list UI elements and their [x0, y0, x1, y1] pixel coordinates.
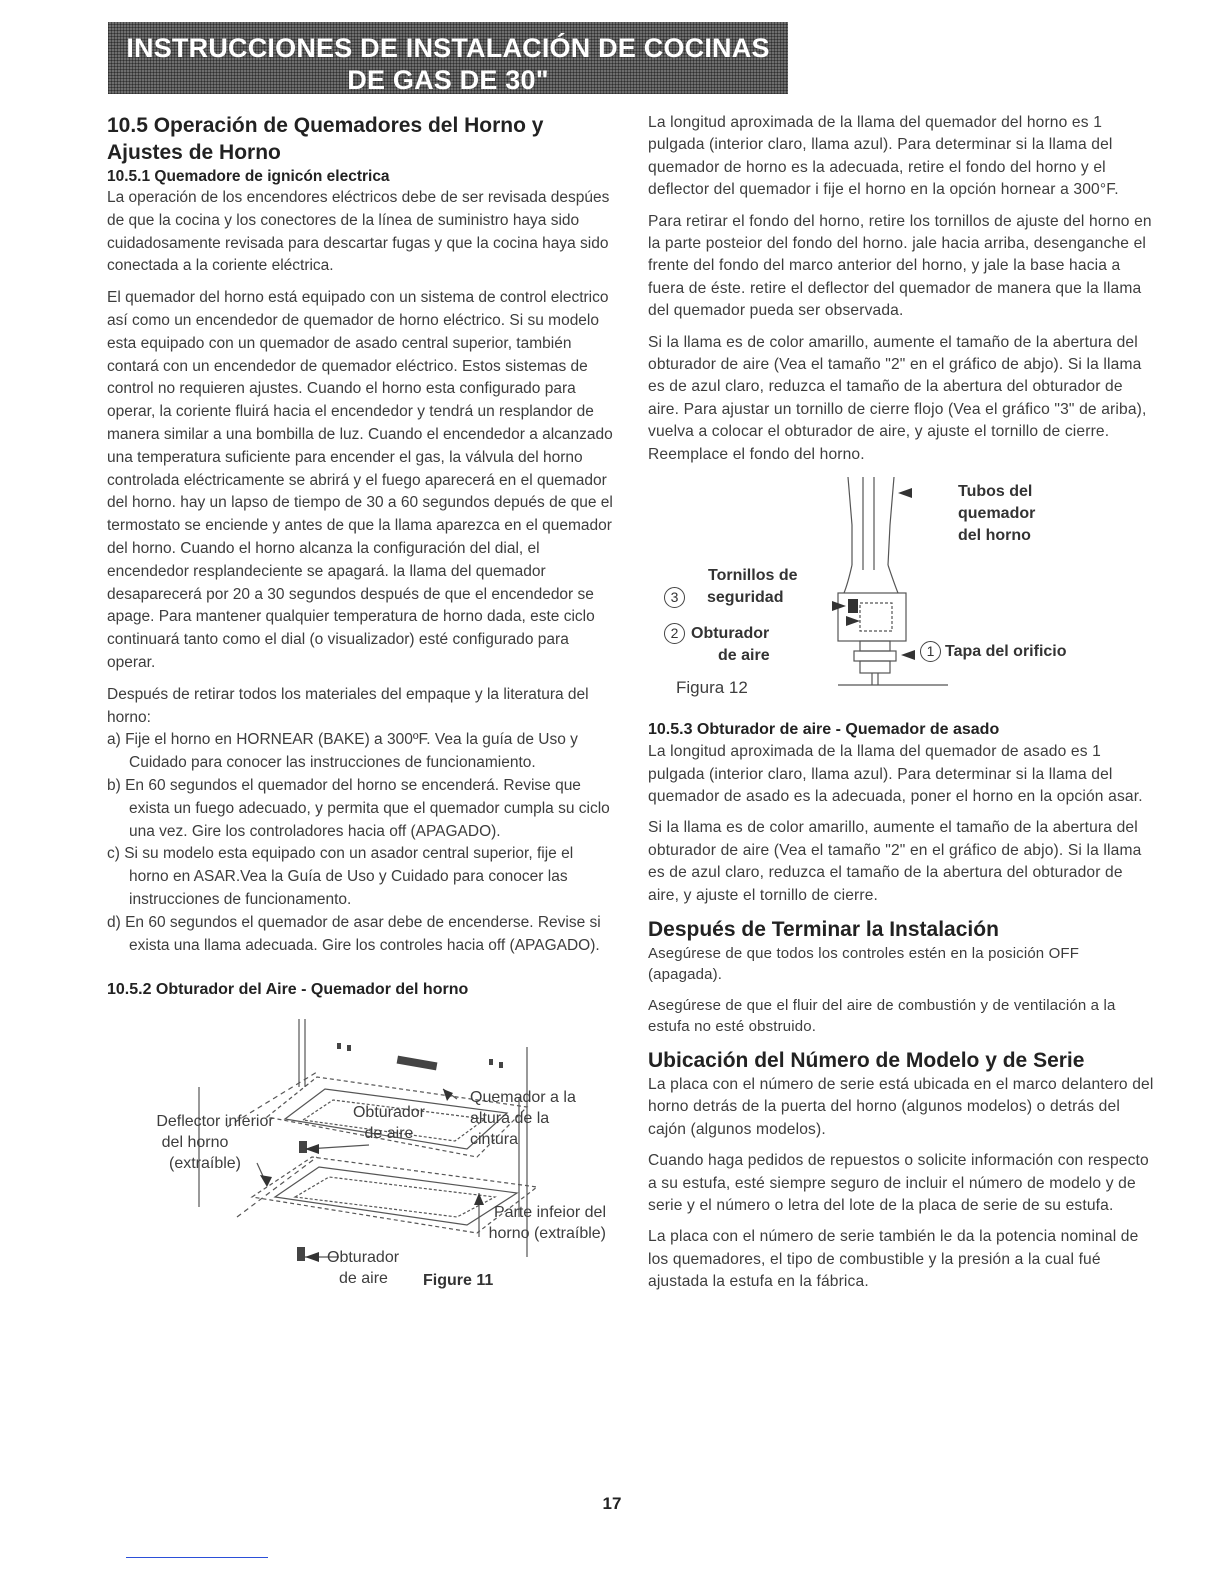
heading-after-install: Después de Terminar la Instalación — [648, 917, 999, 941]
paragraph-ignition-system: El quemador del horno está equipado con un sistema de control electrico así como un encendedor de quemador de horno eléctrico. Si su modelo esta equipado con un quemador de asado central superior, también contará con un encendedor de quemador eléctrico. Estos sistemas de control no requieren ajustes. Cuando el horno esta configurado para operar, la coriente fluirá hacia el encendedor y tendrá un resplandor de manera similar a una bombilla de luz. Cuando el encendedor a alcanzado una temperatura suficiente para encender el gas, la válvula del horno controlada eléctricamente se abrirá y el fuego aparecerá en el quemador del horno. hay un lapso de tiempo de 30 a 60 segundos depués de que el termostato se enciende y antes de que la llama aparezca en el quemador del horno. Cuando el horno alcanza la configuración del dial, el encendedor resplandeciente se apagará. la llama del quemador desaparecerá por 20 a 30 segundos después de que el encendedor se apage. Para mantener qualquier temperatura de horno dada, este ciclo continuará tanto como el dial (o visualizador) esté configurado para operar. — [107, 289, 613, 671]
label-tapa: 1 Tapa del orificio — [920, 641, 1067, 663]
right-column — [648, 112, 1156, 1303]
figure-12 — [648, 475, 1156, 711]
paragraph-serial-plate: La placa con el número de serie está ubicada en el marco delantero del horno detrás de la puerta del horno (algunos modelos) o detrás del cajón (algunos modelos). — [648, 1075, 1154, 1138]
label-quemador-cintura: Quemador a la altura de la cintura — [470, 1089, 576, 1149]
label-parte-inferior: Parte infeior del horno (extraíble) — [488, 1204, 606, 1243]
figure-12-caption: Figura 12 — [676, 678, 748, 698]
paragraph-after-unpacking: Después de retirar todos los materiales del empaque y la literatura del horno: — [107, 685, 589, 726]
number-1-icon: 1 — [920, 641, 941, 662]
heading-model-location: Ubicación del Número de Modelo y de Serie — [648, 1048, 1085, 1072]
figure-11 — [107, 1007, 617, 1290]
label-obturador-bottom: Obturador de aire — [327, 1249, 400, 1288]
steps-list — [107, 729, 617, 957]
paragraph-plate-info: La placa con el número de serie también le da la potencia nominal de los quemadores, el tipo de combustible y la presión a la cual fué ajustada la estufa en la fábrica. — [648, 1228, 1139, 1291]
label-tubos: Tubos del quemador del horno — [958, 483, 1036, 545]
header-banner — [108, 22, 788, 119]
subheading-10-5-2: 10.5.2 Obturador del Aire - Quemador del horno — [107, 981, 469, 999]
paragraph-airflow: Asegúrese de que el fluir del aire de combustión y de ventilación a la estufa no esté obstruido. — [648, 996, 1116, 1036]
footer-rule — [126, 1557, 268, 1558]
subheading-10-5-3: 10.5.3 Obturador de aire - Quemador de asado — [648, 721, 1000, 739]
section-heading-10-5: 10.5 Operación de Quemadores del Horno y Ajustes de Horno — [107, 114, 544, 164]
header-subtitle: (Modelos con quemadores sellados) — [283, 98, 613, 119]
figure-11-caption: Figure 11 — [423, 1272, 494, 1290]
list-item: d) En 60 segundos el quemador de asar debe de encenderse. Revise si exista una llama adecuada. Gire los controles hacia off (APAGADO). — [107, 913, 601, 954]
label-deflector: Deflector inferior del horno (extraíble) — [156, 1113, 274, 1173]
subheading-10-5-1: 10.5.1 Quemadore de ignicón electrica — [107, 168, 390, 185]
left-column — [107, 112, 617, 1290]
paragraph-broil-color: Si la llama es de color amarillo, aumente el tamaño de la abertura del obturador de aire (Vea el tamaño "2" en el gráfico de abjo). Si la llama es de azul claro, reduzca el tamaño de la abertura del obturador de aire, y ajuste el tornillo de cierre. — [648, 819, 1142, 904]
page-number: 17 — [602, 1494, 622, 1513]
paragraph-flame-length: La longitud aproximada de la llama del quemador del horno es 1 pulgada (interior claro, llama azul). Para determinar si la llama del quemador de horno es la adecuada, retire el fondo del horno y el deflector del quemador i fije el horno en la opción hornear a 300°F. — [648, 114, 1119, 199]
label-obturador: 2 Obturador de aire — [664, 623, 770, 667]
list-item: a) Fije el horno en HORNEAR (BAKE) a 300ºF. Vea la guía de Uso y Cuidado para conocer las instrucciones de funcionamiento. — [107, 731, 578, 772]
paragraph-ordering: Cuando haga pedidos de repuestos o solicite información con respecto a su estufa, esté siempre seguro de incluir el número de modelo y de serie y el número o letra del lote de la placa de serie de su estufa. — [648, 1152, 1149, 1214]
header-title: INSTRUCCIONES DE INSTALACIÓN DE COCINAS DE GAS DE 30" — [126, 33, 770, 95]
number-2-icon: 2 — [664, 623, 685, 644]
paragraph-ignition-check: La operación de los encendores eléctricos debe de ser revisada despúes de que la cocina y los conectores de la línea de suministro haya sido cuidadosamente revisada para descartar fugas y que la cocina haya sido conectada a la coriente eléctrica. — [107, 189, 610, 275]
label-obturador-mid: Obturador de aire — [352, 1104, 426, 1143]
label-tornillos: Tornillos de 3 seguridad — [664, 565, 797, 609]
list-item: c) Si su modelo esta equipado con un asador central superior, fije el horno en ASAR.Vea la Guía de Uso y Cuidado para conocer las instrucciones de funcionamento. — [107, 845, 574, 908]
paragraph-broil-flame: La longitud aproximada de la llama del quemador de asado es 1 pulgada (interior claro, llama azul). Para determinar si la llama del quemador de asado es la adecuada, poner el horno en la opción asar. — [648, 743, 1143, 805]
number-3-icon: 3 — [664, 587, 685, 608]
list-item: b) En 60 segundos el quemador del horno se encenderá. Revise que exista un fuego adecuado, y permita que el quemador cumpla su ciclo una vez. Gire los controladores hacia off (APAGADO). — [107, 776, 610, 840]
paragraph-remove-bottom: Para retirar el fondo del horno, retire los tornillos de ajuste del horno en la parte posteior del fondo del horno. jale hacia arriba, desenganche el frente del fondo del marco anterior del horno, y jale la base hacia a fuera de éste. retire el deflector del quemador de manera que la llama del quemador pueda ser observada. — [648, 212, 1152, 320]
paragraph-controls-off: Asegúrese de que todos los controles estén en la posición OFF (apagada). — [648, 944, 1080, 984]
paragraph-flame-color: Si la llama es de color amarillo, aumente el tamaño de la abertura del obturador de aire (Vea el tamaño "2" en el gráfico de abjo). Si la llama es de azul claro, reduzca el tamaño de la abertura del obturador de aire. Para ajustar un tornillo de cierre flojo (Vea el gráfico "3" de ariba), vuelva a colocar el obturador de aire, y ajuste el tornillo de cierre. Reemplace el fondo del horno. — [648, 333, 1147, 463]
